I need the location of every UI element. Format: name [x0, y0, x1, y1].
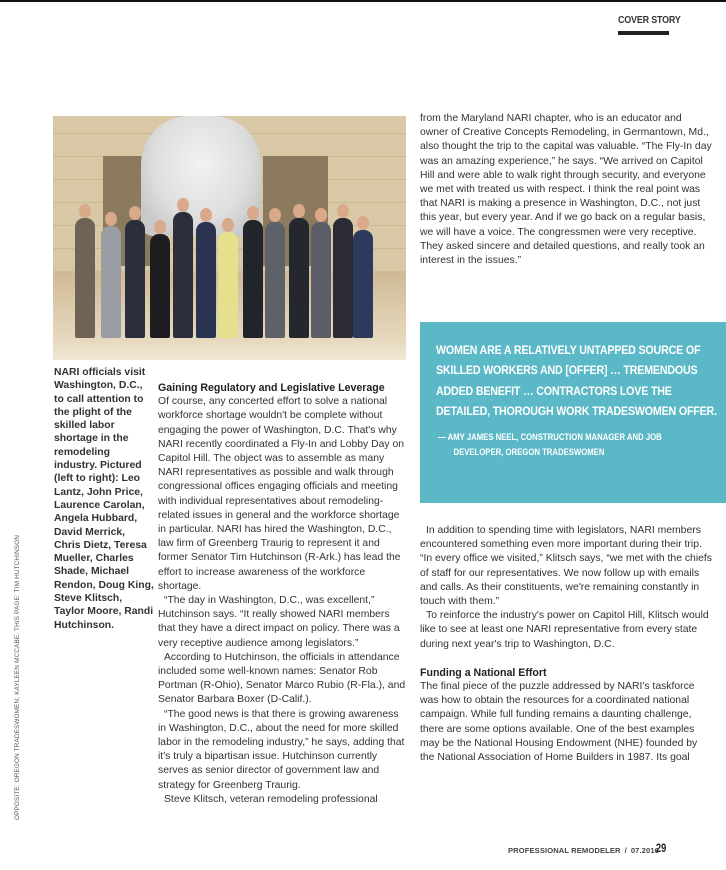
photo-person: [311, 222, 331, 338]
footer-separator: /: [624, 846, 627, 855]
paragraph: “The good news is that there is growing awareness in Washington, D.C., about the need for more skilled labor in the remodeling industry,” he says, adding that it's truly a bipartisan issue. Hutchinson currently serves as senior director of government law and strategy for Greenberg Traurig.: [158, 708, 405, 791]
pull-quote-attribution: — AMY JAMES NEEL, CONSTRUCTION MANAGER AND JOB DEVELOPER, OREGON TRADESWOMEN: [438, 432, 662, 457]
photo-person-head: [315, 208, 327, 222]
photo-person: [150, 234, 170, 338]
photo-person-head: [337, 204, 349, 218]
photo-person-head: [79, 204, 91, 218]
photo-person: [101, 226, 121, 338]
photo-person-head: [105, 212, 117, 226]
photo-person-head: [200, 208, 212, 222]
section-label: COVER STORY: [618, 14, 681, 26]
section-underline: [618, 31, 669, 35]
paragraph: According to Hutchinson, the officials in attendance included some well-known names: Senator Rob Portman (R-Ohio), Senator Marco Rubio (R-Fla.), and Senator Barbara Boxer (D-Calif.).: [158, 651, 406, 706]
paragraph: Steve Klitsch, veteran remodeling professional: [164, 793, 378, 805]
photo-person-head: [293, 204, 305, 218]
group-photo: [53, 116, 406, 360]
photo-person-head: [222, 218, 234, 232]
heading-funding-national-effort: Funding a National Effort: [420, 666, 547, 679]
photo-person: [243, 220, 263, 338]
page-footer: [508, 846, 659, 855]
top-rule: [0, 0, 726, 2]
photo-person: [125, 220, 145, 338]
pull-quote-box: [420, 322, 726, 503]
paragraph: To reinforce the industry's power on Capitol Hill, Klitsch would like to see at least one NARI representative from every state during next year's trip to Washington, D.C.: [420, 610, 709, 650]
paragraph: Of course, any concerted effort to solve a national workforce shortage wouldn't be complete without engaging the power of Washington, D.C. That's why NARI recently coordinated a Fly-In and Lobby Day on Capitol Hill. The object was to assemble as many NARI representatives as possible and walk through congressional offices engaging officials and meeting with individual representatives about remodeling-related issues in general and the workforce shortage in particular. NARI has hired the Washington, D.C., law firm of Greenberg Traurig to represent it and former Senator Tim Hutchinson (R-Ark.) has lead the effort to increase awareness of the workforce shortage.: [158, 396, 405, 592]
article-column-right-top: [420, 112, 712, 268]
photo-person: [265, 222, 285, 338]
paragraph: “The day in Washington, D.C., was excellent,” Hutchinson says. “It really showed NARI members that they have a direct impact on policy. There was a very receptive audience among legislators.”: [158, 595, 400, 649]
photo-person-head: [247, 206, 259, 220]
article-column-right-bottom: [420, 524, 712, 765]
photo-person: [173, 212, 193, 338]
paragraph: In addition to spending time with legislators, NARI members encountered something even more important during their trip. “In every office we visited,” Klitsch says, “we met with the chiefs of staff for our representatives. We now follow up with emails and calls. As their constituents, we're remaining constantly in touch with them.”: [420, 525, 713, 608]
photo-person: [196, 222, 216, 338]
photo-person: [353, 230, 373, 338]
page-number: 29: [656, 843, 667, 855]
photo-person-head: [269, 208, 281, 222]
caption-text: NARI officials visit Washington, D.C., to call attention to the plight of the skilled labor shortage in the remodeling industry. Pictured (left to right): Leo Lantz, John Price, Laurence Carolan, Angela Hubbard, David Merrick, Chris Dietz, Teresa Mueller, Charles Shade, Michael Rendon, Doug King, Steve Klitsch, Taylor Moore, Randi Hutchinson.: [54, 367, 154, 631]
photo-caption: [54, 366, 154, 632]
photo-person: [289, 218, 309, 338]
photo-person-head: [129, 206, 141, 220]
photo-person: [218, 232, 238, 338]
article-column-middle: [158, 381, 408, 807]
photo-person: [333, 218, 353, 338]
photo-person: [75, 218, 95, 338]
publication-name: PROFESSIONAL REMODELER: [508, 846, 621, 855]
spacer: [420, 652, 712, 666]
photo-person-head: [154, 220, 166, 234]
photo-person-head: [177, 198, 189, 212]
photo-person-head: [357, 216, 369, 230]
pull-quote-text: WOMEN ARE A RELATIVELY UNTAPPED SOURCE OF SKILLED WORKERS AND [OFFER] … TREMENDOUS ADDED BENEFIT … CONTRACTORS LOVE THE DETAILED, THOROUGH WORK TRADESWOMEN OFFER.: [436, 343, 717, 419]
photo-credit: OPPOSITE: OREGON TRADESWOMEN; KAYLEEN MCCABE. THIS PAGE: TIM HUTCHINSON: [14, 534, 21, 820]
heading-regulatory-leverage: Gaining Regulatory and Legislative Leverage: [158, 382, 385, 394]
paragraph: from the Maryland NARI chapter, who is an educator and owner of Creative Concepts Remodeling, in Germantown, Md., also thought the trip to the capital was valuable. “The Fly-In day was an amazing experience,” he says. “We arrived on Capitol Hill and were able to walk right through security, and everyone we met with treated us with respect. I think the real point was that NARI is making a presence in Washington, D.C., not just this year, but every year. And if we go back on a regular basis, we will have a voice. The congressmen were very receptive. They asked sincere and detailed questions, and really took an interest in the issues.”: [420, 113, 712, 267]
issue-date: 07.2016: [630, 846, 659, 855]
paragraph: The final piece of the puzzle addressed by NARI's taskforce was how to obtain the resources for a coordinated national campaign. While full funding remains a daunting challenge, there are some options available. One of the best examples may be the National Housing Endowment (NHE) founded by the National Association of Home Builders in 1987. Its goal: [420, 681, 698, 764]
